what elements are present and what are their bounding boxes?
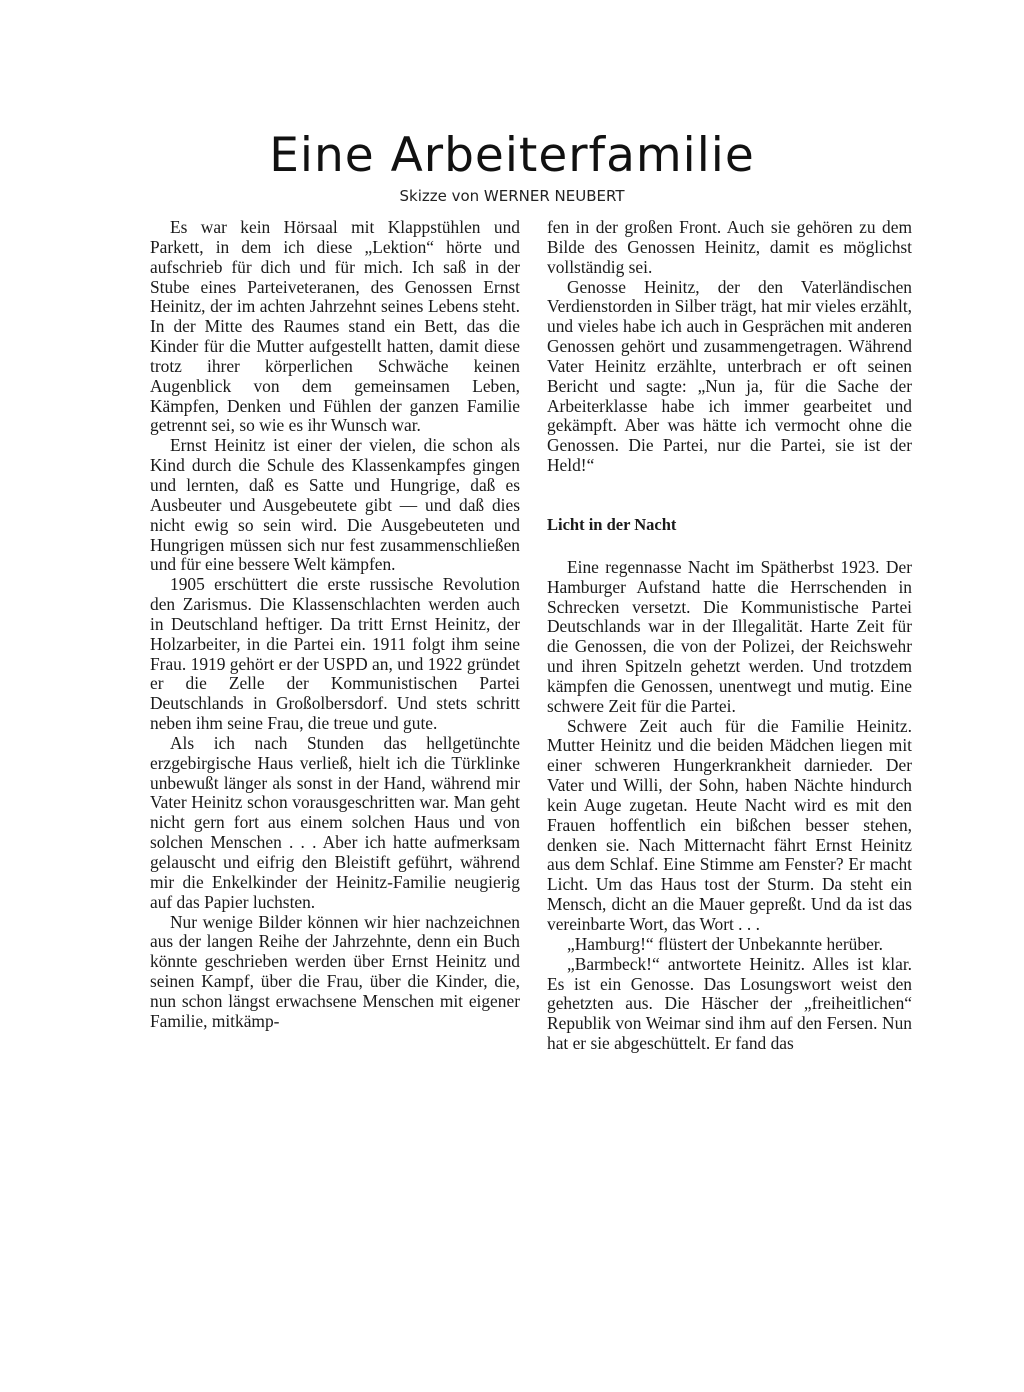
paragraph: Als ich nach Stunden das hellgetünchte erzgebirgische Haus verließ, hielt ich die Türklinke unbewußt länger als sonst in der Hand, während mir Vater Heinitz schon vorausgeschritten war. Man geht nicht gern fort aus einem solchen Haus und von solchen Menschen . . . Aber ich hatte aufmerksam gelauscht und eifrig den Bleistift geführt, während mir die Enkelkinder der Heinitz-Familie neugierig auf das Papier luchsten. xyxy=(150,732,520,912)
article-byline: Skizze von WERNER NEUBERT xyxy=(399,187,625,205)
paragraph: Schwere Zeit auch für die Familie Heinitz. Mutter Heinitz und die beiden Mädchen liegen mit einer schweren Hungerkrankheit darnieder. Der Vater und Willi, der Sohn, haben Nächte hindurch kein Auge zugetan. Heute Nacht wird es mit den Frauen hoffentlich ein bißchen besser stehen, denken sie. Nach Mitternacht fährt Ernst Heinitz aus dem Schlaf. Eine Stimme am Fenster? Er macht Licht. Um das Haus tost der Sturm. Da steht ein Mensch, dicht an die Mauer gepreßt. Und da ist das vereinbarte Wort, das Wort . . . xyxy=(547,715,912,934)
paragraph: Es war kein Hörsaal mit Klappstühlen und Parkett, in dem ich diese „Lektion“ hörte und aufschrieb für dich und für mich. Ich saß in der Stube eines Parteiveteranen, des Genossen Ernst Heinitz, der im achten Jahrzehnt seines Lebens steht. In der Mitte des Raumes stand ein Bett, das die Kinder für die Mutter aufgestellt hatten, damit diese trotz ihrer körperlichen Schwäche keinen Augenblick von dem gemeinsamen Leben, Kämpfen, Denken und Fühlen der ganzen Familie getrennt sei, so wie es ihr Wunsch war. xyxy=(150,217,520,436)
article-title: Eine Arbeiterfamilie xyxy=(269,128,755,183)
paragraph: Genosse Heinitz, der den Vaterländischen Verdienstorden in Silber trägt, hat mir vieles erzählt, und vieles habe ich auch in Gesprächen mit anderen Genossen gehört und zusammengetragen. Während Vater Heinitz erzählte, unterbrach er oft seinen Bericht und sagte: „Nun ja, für die Sache der Arbeiterklasse habe ich immer gearbeitet und gekämpft. Aber was hätte ich vermocht ohne die Genossen. Die Partei, nur die Partei, sie ist der Held!“ xyxy=(547,276,912,476)
paragraph: Nur wenige Bilder können wir hier nachzeichnen aus der langen Reihe der Jahrzehnte, denn ein Buch könnte geschrieben werden über Ernst Heinitz und seinen Kampf, über die Frau, über die Kinder, die, nun schon längst erwachsene Menschen mit eigener Familie, mitkämp- xyxy=(150,911,520,1031)
paragraph: 1905 erschüttert die erste russische Revolution den Zarismus. Die Klassenschlachten werden auch in Deutschland heftiger. Da tritt Ernst Heinitz, der Holzarbeiter, in die Partei ein. 1911 folgt ihm seine Frau. 1919 gehört er der USPD an, und 1922 gründet er die Zelle der Kommunistischen Partei Deutschlands in Großolbersdorf. Und stets schritt neben ihm seine Frau, die treue und gute. xyxy=(150,574,520,734)
paragraph: „Hamburg!“ flüstert der Unbekannte herüber. xyxy=(567,933,883,954)
section-heading: Licht in der Nacht xyxy=(547,514,677,534)
paragraph-continued: fen in der großen Front. Auch sie gehören zu dem Bilde des Genossen Heinitz, damit es möglichst vollständig sei. xyxy=(547,217,912,277)
right-text-column xyxy=(547,218,912,1054)
paragraph: Eine regennasse Nacht im Spätherbst 1923. Der Hamburger Aufstand hatte die Herrschenden in Schrecken versetzt. Die Kommunistische Partei Deutschlands war in der Illegalität. Harte Zeit für die Genossen, die von der Polizei, der Reichswehr und ihren Spitzeln gehetzt werden. Und trotzdem kämpfen die Genossen, unentwegt und mutig. Eine schwere Zeit für die Partei. xyxy=(547,556,912,716)
left-text-column xyxy=(150,218,520,1032)
paragraph: Ernst Heinitz ist einer der vielen, die schon als Kind durch die Schule des Klassenkampfes gingen und lernten, daß es Satte und Hungrige, daß es Ausbeuter und Ausgebeutete gibt — und daß dies nicht ewig so sein wird. Die Ausgebeuteten und Hungrigen müssen sich nur fest zusammenschließen und für eine bessere Welt kämpfen. xyxy=(150,435,520,575)
paragraph: „Barmbeck!“ antwortete Heinitz. Alles ist klar. Es ist ein Genosse. Das Losungswort weist den gehetzten aus. Die Häscher der „freiheitlichen“ Republik von Weimar sind ihm auf den Fersen. Nun hat er sie abgeschüttelt. Er fand das xyxy=(547,953,912,1054)
